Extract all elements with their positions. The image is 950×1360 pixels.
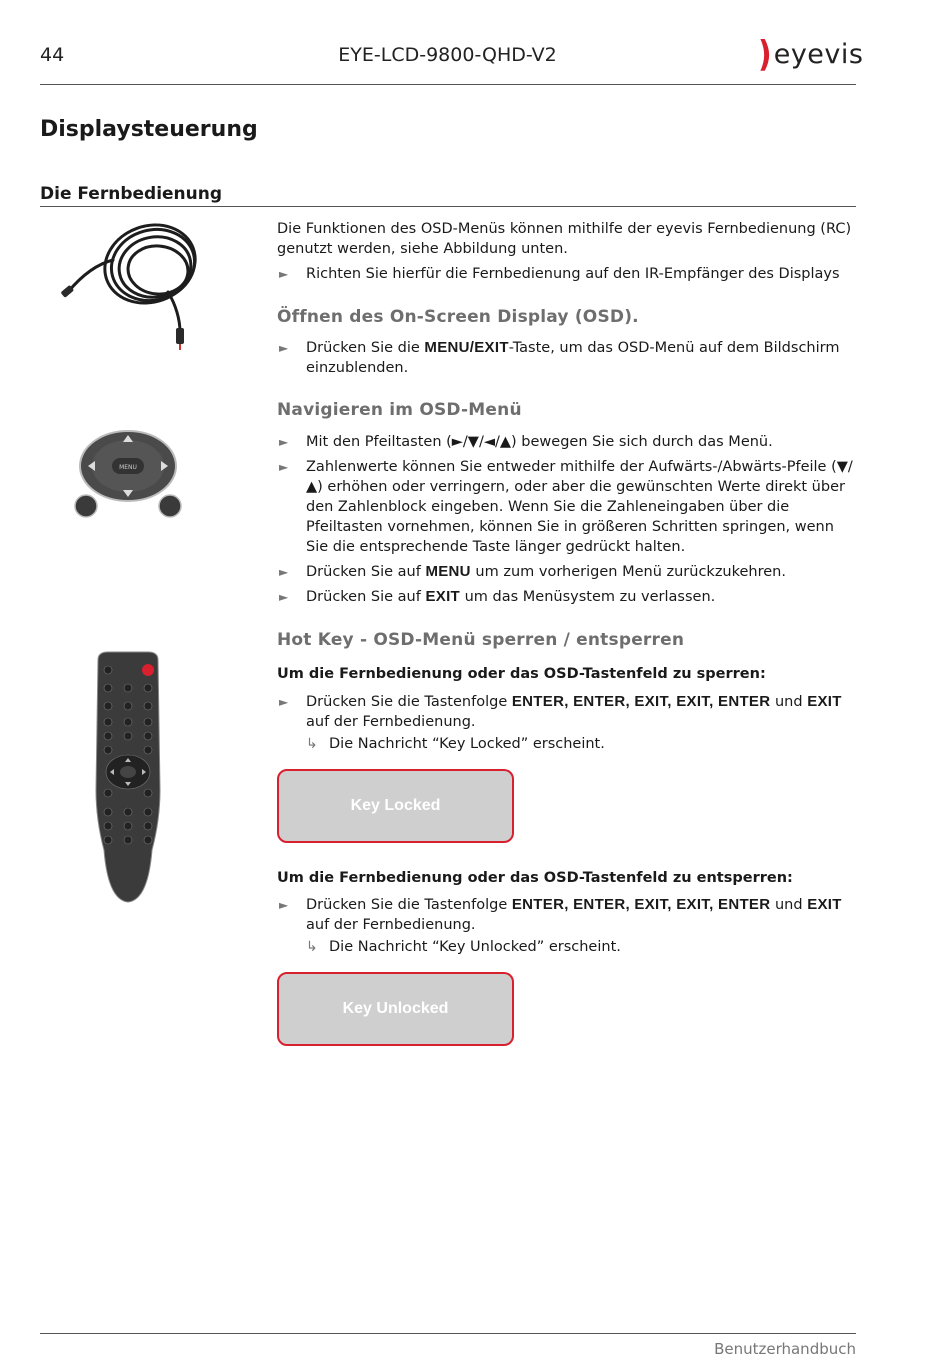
key-menu-exit: MENU/EXIT	[424, 339, 509, 356]
bullet-arrow-icon: ►	[279, 341, 289, 355]
cable-image	[58, 220, 203, 350]
bullet-text: Drücken Sie die	[306, 340, 425, 356]
nav-bullet-1	[277, 432, 857, 452]
nav-bullet-2	[277, 457, 857, 557]
logo-bracket: )	[758, 33, 772, 75]
nav-bullet-3	[277, 562, 857, 582]
key-sequence: ENTER, ENTER, EXIT, EXIT, ENTER	[511, 896, 771, 913]
osd-open-block	[277, 338, 857, 378]
bullet-text: auf der Fernbedienung.	[306, 917, 476, 933]
bullet-arrow-icon: ►	[279, 267, 289, 281]
unlock-bullet	[277, 895, 857, 935]
intro-bullet-text: Richten Sie hierfür die Fernbedienung auf den IR-Empfänger des Displays	[306, 266, 840, 282]
key-exit: EXIT	[807, 693, 842, 710]
bullet-arrow-icon: ►	[279, 565, 289, 579]
unlock-title: Um die Fernbedienung oder das OSD-Tastenfeld zu entsperren:	[277, 870, 793, 886]
bullet-text: -Taste, um das OSD-Menü auf dem Bildschirm einzublenden.	[306, 340, 840, 376]
result-arrow-icon: ↳	[306, 736, 318, 752]
section-divider	[40, 206, 856, 207]
bullet-arrow-icon: ►	[279, 460, 289, 474]
intro-text: Die Funktionen des OSD-Menüs können mithilfe der eyevis Fernbedienung (RC) genutzt werden, siehe Abbildung unten.	[277, 221, 852, 257]
result-arrow-icon: ↳	[306, 939, 318, 955]
header-divider	[40, 84, 856, 85]
bullet-text: Mit den Pfeiltasten (►/▼/◄/▲) bewegen Sie sich durch das Menü.	[306, 434, 773, 450]
lock-bullet	[277, 692, 857, 732]
unlock-block	[277, 895, 857, 957]
key-unlocked-label: Key Unlocked	[342, 1000, 449, 1017]
osd-nav-heading: Navigieren im OSD-Menü	[277, 400, 522, 420]
hotkey-heading: Hot Key - OSD-Menü sperren / entsperren	[277, 630, 685, 650]
remote-control-image	[90, 650, 166, 908]
page-title: Displaysteuerung	[40, 117, 258, 142]
bullet-arrow-icon: ►	[279, 435, 289, 449]
bullet-text: um zum vorherigen Menü zurückzukehren.	[470, 564, 786, 580]
intro-bullet	[277, 264, 857, 284]
key-locked-label: Key Locked	[350, 797, 441, 814]
key-exit: EXIT	[807, 896, 842, 913]
osd-nav-block	[277, 432, 857, 607]
nav-bullet-4	[277, 587, 857, 607]
section-heading: Die Fernbedienung	[40, 184, 223, 204]
bullet-text: Drücken Sie die Tastenfolge	[306, 694, 512, 710]
lock-block	[277, 692, 857, 754]
bullet-text: Drücken Sie auf	[306, 564, 426, 580]
page-number: 44	[40, 44, 65, 66]
svg-text:MENU: MENU	[119, 464, 137, 471]
osd-open-bullet	[277, 338, 857, 378]
bullet-text: um das Menüsystem zu verlassen.	[460, 589, 716, 605]
navigation-pad-image	[72, 426, 184, 518]
bullet-arrow-icon: ►	[279, 695, 289, 709]
intro-block	[277, 219, 857, 284]
bullet-text: und	[770, 897, 808, 913]
bullet-text: Drücken Sie die Tastenfolge	[306, 897, 512, 913]
model-name: EYE-LCD-9800-QHD-V2	[338, 44, 557, 66]
key-sequence: ENTER, ENTER, EXIT, EXIT, ENTER	[511, 693, 771, 710]
result-text: Die Nachricht “Key Unlocked” erscheint.	[329, 939, 621, 955]
lock-result	[277, 734, 857, 754]
bullet-text: auf der Fernbedienung.	[306, 714, 476, 730]
bullet-arrow-icon: ►	[279, 590, 289, 604]
osd-open-heading: Öffnen des On-Screen Display (OSD).	[277, 307, 639, 327]
footer-text: Benutzerhandbuch	[714, 1340, 856, 1358]
key-exit: EXIT	[425, 588, 460, 605]
unlock-result	[277, 937, 857, 957]
result-text: Die Nachricht “Key Locked” erscheint.	[329, 736, 605, 752]
bullet-text: Zahlenwerte können Sie entweder mithilfe der Aufwärts-/Abwärts-Pfeile (▼/▲) erhöhen oder verringern, oder aber die gewünschten Werte direkt über den Zahlenblock eingeben. Wenn Sie die Zahleneingaben über die Pfeiltasten vornehmen, können Sie in größeren Schritten springen, wenn Sie die entsprechende Taste länger gedrückt halten.	[306, 459, 853, 555]
logo-text: eyevis	[773, 38, 864, 70]
bullet-text: Drücken Sie auf	[306, 589, 426, 605]
lock-title: Um die Fernbedienung oder das OSD-Tastenfeld zu sperren:	[277, 666, 766, 682]
bullet-text: und	[770, 694, 808, 710]
eyevis-logo	[758, 33, 864, 75]
footer-divider	[40, 1333, 856, 1334]
bullet-arrow-icon: ►	[279, 898, 289, 912]
key-menu: MENU	[425, 563, 471, 580]
key-unlocked-message-box	[277, 972, 514, 1046]
key-locked-message-box	[277, 769, 514, 843]
